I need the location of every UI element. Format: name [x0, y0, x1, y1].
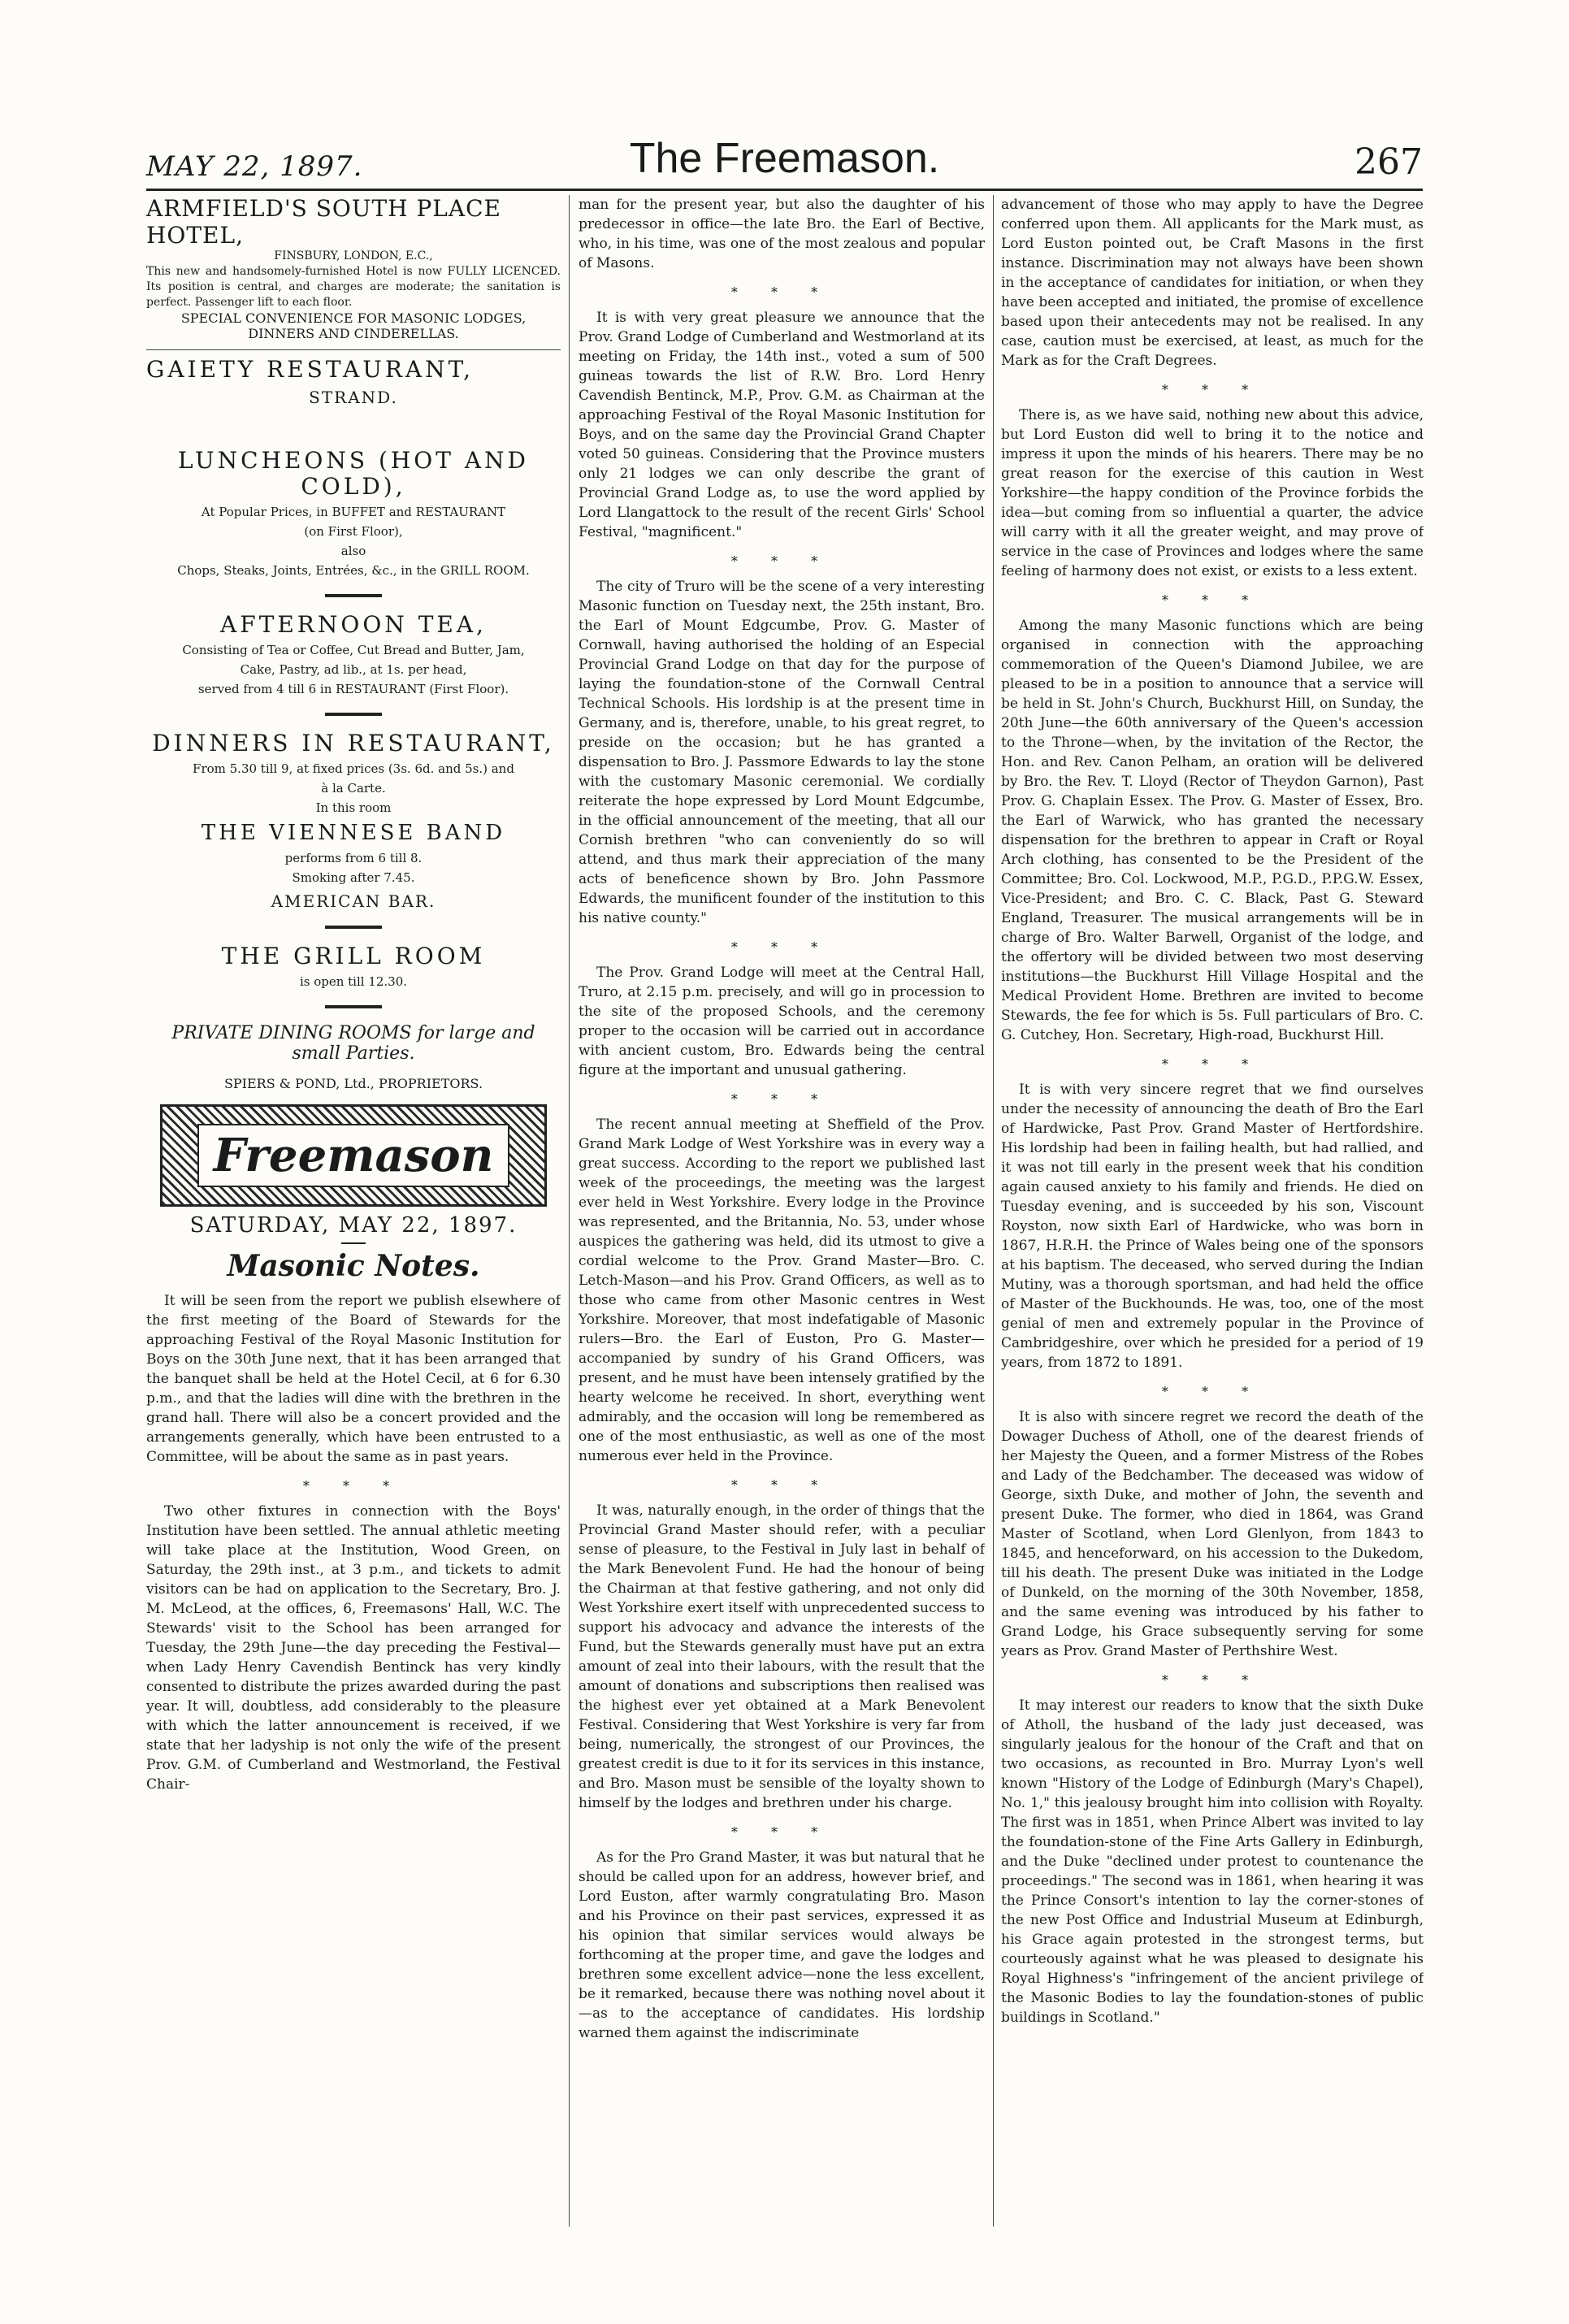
section-title: Masonic Notes. — [227, 1249, 480, 1283]
article-paragraph: The city of Truro will be the scene of a very interesting Masonic function on Tuesday next, the 25th instant, Bro. the Earl of Mount Edgcumbe, Prov. G. Master of Cornwall, having authorised the holding of an Especial Provincial Grand Lodge on that day for the purpose of laying the foundation-stone of the Cornwall Central Technical Schools. His lordship is at the present time in Germany, and is, therefore, unable, to his great regret, to preside on the occasion; but he has granted a dispensation to Bro. J. Passmore Edwards to lay the stone with the customary Masonic ceremonial. We cordially reiterate the hope expressed by Lord Mount Edgcumbe, in the official announcement of the meeting, that all our Cornish brethren "who can conveniently do so will attend, and thus mark their appreciation of the many acts of beneficence shown by Bro. John Passmore Edwards, the munificent founder of the institution to this his native county." — [579, 579, 985, 926]
separator-stars: * * * — [730, 939, 833, 955]
hotel-special: SPECIAL CONVENIENCE FOR MASONIC LODGES, DINNERS AND CINDERELLAS. — [180, 310, 527, 341]
band-heading: THE VIENNESE BAND — [201, 821, 506, 845]
article-paragraph: The Prov. Grand Lodge will meet at the Central Hall, Truro, at 2.15 p.m. precisely, and will go in procession to the site of the proposed Schools, and the ceremony proper to the occasion will be carried out in accordance with ancient custom, Bro. Edwards being the central figure at the important and unusual gathering. — [579, 965, 985, 1078]
article-paragraph: It is with very sincere regret that we find ourselves under the necessity of announcing the death of Bro the Earl of Hardwicke, Past Prov. Grand Master of Hertfordshire. His lordship had been in failing health, but had rallied, and it was not till early in the present week that his condition again caused anxiety to his family and friends. He died on Tuesday evening, and is succeeded by his son, Viscount Royston, now sixth Earl of Hardwicke, who was born in 1867, H.R.H. the Prince of Wales being one of the sponsors at his baptism. The deceased, who served during the Indian Mutiny, was a thorough sportsman, and had held the office of Master of the Buckhounds. He was, too, one of the most genial of men and extremely popular in the Province of Cambridgeshire, over which he presided for a period of 19 years, from 1872 to 1891. — [1001, 1082, 1424, 1371]
logo-text: Freemason — [197, 1124, 510, 1187]
separator-stars: * * * — [1161, 382, 1263, 397]
dateline-rule — [341, 1242, 366, 1244]
proprietors: SPIERS & POND, Ltd., PROPRIETORS. — [223, 1076, 483, 1091]
article-paragraph: As for the Pro Grand Master, it was but natural that he should be called upon for an address, however brief, and Lord Euston, after warmly congratulating Bro. Mason and his Province on their past services, expressed it as his opinion that similar services would always be forthcoming at the proper time, and gave the lodges and brethren some excellent advice—none the less excellent, be it remarked, because there was nothing novel about it—as to the acceptance of candidates. His lordship warned them against the indiscriminate — [579, 1849, 985, 2041]
hotel-address: FINSBURY, LONDON, E.C., — [274, 249, 433, 262]
article-paragraph: advancement of those who may apply to have the Degree conferred upon them. All applicants for the Mark must, as Lord Euston pointed out, be Craft Masons in the first instance. Discrimination may not always have been shown in the acceptance of candidates for initiation, or when they have been accepted and initiated, the promise of excellence based upon their antecedents may not be realised. In any case, caution must be exercised, at least, as much for the Mark as for the Craft Degrees. — [1001, 197, 1424, 369]
article-paragraph: Two other fixtures in connection with the Boys' Institution have been settled. The annual athletic meeting will take place at the Institution, Wood Green, on Saturday, the 29th inst., at 3 p.m., and tickets to admit visitors can be had on application to the Secretary, Bro. J. M. McLeod, at the offices, 6, Freemasons' Hall, W.C. The Stewards' visit to the School has been arranged for Tuesday, the 29th June—the day preceding the Festival—when Lady Henry Cavendish Bentinck has very kindly consented to distribute the prizes awarded during the past year. It will, doubtless, add considerably to the pleasure with which the latter announcement is received, if we state that her ladyship is not only the wife of the present Prov. G.M. of Cumberland and Westmorland, the Festival Chair- — [146, 1503, 561, 1793]
column-2 — [579, 195, 985, 2226]
article-paragraph: It is also with sincere regret we record the death of the Dowager Duchess of Atholl, one of the dearest friends of her Majesty the Queen, and a former Mistress of the Robes and Lady of the Bedchamber. The deceased was widow of George, sixth Duke, and mother of John, the seventh and present Duke. The former, who died in 1864, was Grand Master of Scotland, when Lord Glenlyon, from 1843 to 1845, and henceforward, on his accession to the Dukedom, till his death. The present Duke was initiated in the Lodge of Dunkeld, on the morning of the 30th November, 1858, and the same evening was introduced by his father to Grand Lodge, his Grace subsequently serving for some years as Prov. Grand Master of Perthshire West. — [1001, 1409, 1424, 1659]
hotel-title: ARMFIELD'S SOUTH PLACE HOTEL, — [146, 195, 501, 249]
separator-stars: * * * — [1161, 592, 1263, 608]
bar-heading: AMERICAN BAR. — [271, 891, 436, 911]
grill-heading: THE GRILL ROOM — [221, 943, 486, 969]
hotel-advertisement — [146, 195, 561, 341]
issue-date-header: MAY 22, 1897. — [146, 150, 363, 183]
article-paragraph: Among the many Masonic functions which are being organised in connection with the approaching commemoration of the Queen's Diamond Jubilee, we are pleased to be in a position to announce that a service will be held in St. John's Church, Buckhurst Hill, on Sunday, the 20th June—the 60th anniversary of the Queen's accession to the Throne—when, by the invitation of the Rector, the Hon. and Rev. Canon Pelham, an oration will be delivered by Bro. the Rev. T. Lloyd (Rector of Theydon Garnon), Past Prov. G. Chaplain Essex. The Prov. G. Master of Essex, Bro. the Earl of Warwick, who has granted the necessary dispensation for the brethren to appear in Craft or Royal Arch clothing, has consented to be the President of the Committee; Bro. Col. Lockwood, M.P., P.G.D., P.P.G.W. Essex, Vice-President; and Bro. C. C. Black, Past G. Steward England, Treasurer. The musical arrangements will be in charge of Bro. Walter Barwell, Organist of the lodge, and the offertory will be divided between two most deserving institutions—the Buckhurst Hill Village Hospital and the Medical Provident Home. Brethren are invited to become Stewards, the fee for which is 5s. Full particulars of Bro. C. G. Cutchey, Hon. Secretary, High-road, Buckhurst Hill. — [1001, 618, 1424, 1043]
band-line-1: performs from 6 till 8. — [284, 851, 423, 865]
separator-stars: * * * — [1161, 1672, 1263, 1688]
page-number: 267 — [1354, 141, 1423, 183]
article-paragraph: It may interest our readers to know that the sixth Duke of Atholl, the husband of the lady just deceased, was singularly jealous for the honour of the Craft and that on two occasions, as recounted in Bro. Murray Lyon's well known "History of the Lodge of Edinburgh (Mary's Chapel), No. 1," this jealousy brought him into collision with Royalty. The first was in 1851, when Prince Albert was invited to lay the foundation-stone of the Fine Arts Gallery in Edinburgh, and the Duke "declined under protest to countenance the proceedings." The second was in 1861, when hearing it was the Prince Consort's intention to lay the corner-stones of the new Post Office and Industrial Museum at Edinburgh, his Grace again protested in the strongest terms, but courteously against what he was pleased to designate his Royal Highness's "infringement of the ancient privilege of the Masonic Bodies to lay the foundation-stones of public buildings in Scotland." — [1001, 1697, 1424, 2026]
luncheons-line-4: Chops, Steaks, Joints, Entrées, &c., in the GRILL ROOM. — [177, 563, 530, 578]
hotel-description: This new and handsomely-furnished Hotel is now FULLY LICENCED. Its position is central, and charges are moderate; the sanitation is perfect. Passenger lift to each floor. — [146, 265, 561, 309]
column-3 — [1001, 195, 1424, 2226]
tea-line-2: Cake, Pastry, ad lib., at 1s. per head, — [240, 662, 467, 677]
tea-line-3: served from 4 till 6 in RESTAURANT (First Floor). — [197, 682, 509, 696]
private-dining: PRIVATE DINING ROOMS for large and small Parties. — [171, 1023, 535, 1064]
newspaper-title: The Freemason. — [629, 135, 940, 182]
article-paragraph: man for the present year, but also the daughter of his predecessor in office—the late Bro. the Earl of Bective, who, in his time, was one of the most zealous and popular of Masons. — [579, 197, 985, 271]
article-paragraph: There is, as we have said, nothing new about this advice, but Lord Euston did well to bring it to the notice and impress it upon the minds of his hearers. There may be no great reason for the exercise of this caution in West Yorkshire—the happy condition of the Province forbids the idea—but coming from so influential a quarter, the advice will carry with it all the greater weight, and may prove of service in the case of Provinces and lodges where the same feeling of harmony does not exist, or exists to a less extent. — [1001, 407, 1424, 579]
separator-stars: * * * — [730, 1091, 833, 1107]
luncheons-line-3: also — [340, 544, 366, 558]
ad-rule — [325, 594, 382, 597]
luncheons-heading: LUNCHEONS (HOT AND COLD), — [177, 447, 530, 500]
separator-stars: * * * — [730, 1824, 833, 1840]
column-divider-1 — [569, 195, 570, 2226]
ad-rule — [325, 1005, 382, 1008]
issue-dateline: SATURDAY, MAY 22, 1897. — [189, 1213, 518, 1238]
ad-divider — [146, 349, 561, 350]
article-paragraph: The recent annual meeting at Sheffield of the Prov. Grand Mark Lodge of West Yorkshire was in every way a great success. According to the report we published last week of the proceedings, the meeting was the largest ever held in West Yorkshire. Every lodge in the Province was represented, and the Britannia, No. 53, under whose auspices the gathering was held, did its utmost to give a cordial welcome to the Prov. Grand Master—Bro. C. Letch-Mason—and his Prov. Grand Officers, as well as to those who came from other Masonic centres in West Yorkshire. Moreover, that most indefatigable of Masonic rulers—Bro. the Earl of Euston, Pro G. Master—accompanied by sundry of his Grand Officers, was present, and he must have been intensely gratified by the hearty welcome he received. In short, everything went admirably, and the occasion will long be remembered as one of the most enthusiastic, as well as one of the most numerous ever held in the Province. — [579, 1116, 985, 1464]
masthead-rule — [146, 189, 1423, 191]
separator-stars: * * * — [302, 1478, 405, 1494]
separator-stars: * * * — [1161, 1056, 1263, 1072]
dinners-line-1: From 5.30 till 9, at fixed prices (3s. 6d. and 5s.) and — [193, 761, 514, 776]
tea-line-1: Consisting of Tea or Coffee, Cut Bread and Butter, Jam, — [182, 643, 525, 657]
separator-stars: * * * — [730, 284, 833, 300]
freemason-logo — [160, 1104, 547, 1207]
band-line-2: Smoking after 7.45. — [292, 870, 415, 885]
separator-stars: * * * — [730, 553, 833, 569]
tea-heading: AFTERNOON TEA, — [220, 611, 487, 638]
masthead — [146, 134, 1423, 183]
article-paragraph: It was, naturally enough, in the order of things that the Provincial Grand Master should refer, with a peculiar sense of pleasure, to the Festival in July last in behalf of the Mark Benevolent Fund. He had the honour of being the Chairman at that festive gathering, and not only did West Yorkshire exert itself with unprecedented success to support his advocacy and advance the interests of the Fund, but the Stewards generally must have put an extra amount of zeal into their labours, with the result that the amount of donations and subscriptions then realised was the highest ever yet obtained at a Mark Benevolent Festival. Considering that West Yorkshire is very far from being, numerically, the strongest of our Provinces, the greatest credit is due to it for its services in this instance, and Bro. Mason must be sensible of the loyalty shown to himself by the lodges and brethren under his charge. — [579, 1502, 985, 1811]
ad-rule — [325, 713, 382, 716]
dinners-heading: DINNERS IN RESTAURANT, — [152, 730, 555, 757]
dinners-line-2: à la Carte. — [321, 781, 386, 796]
gaiety-advertisement — [146, 357, 561, 1093]
luncheons-line-2: (on First Floor), — [304, 524, 403, 539]
luncheons-line-1: At Popular Prices, in BUFFET and RESTAURANT — [201, 505, 506, 519]
separator-stars: * * * — [1161, 1384, 1263, 1399]
gaiety-subtitle: STRAND. — [309, 388, 398, 407]
column-divider-2 — [993, 195, 994, 2226]
separator-stars: * * * — [730, 1477, 833, 1493]
column-1 — [146, 195, 561, 2226]
article-paragraph: It will be seen from the report we publish elsewhere of the first meeting of the Board of Stewards for the approaching Festival of the Royal Masonic Institution for Boys on the 30th June next, that it has been arranged that the banquet shall be held at the Hotel Cecil, at 6 for 6.30 p.m., and that the ladies will dine with the brethren in the grand hall. There will also be a concert provided and the arrangements generally, which have been entrusted to a Committee, will be about the same as in past years. — [146, 1293, 561, 1465]
dinners-line-3: In this room — [315, 800, 392, 815]
ad-rule — [325, 926, 382, 929]
gaiety-title: GAIETY RESTAURANT, — [146, 356, 475, 383]
article-paragraph: It is with very great pleasure we announce that the Prov. Grand Lodge of Cumberland and Westmorland at its meeting on Friday, the 14th inst., voted a sum of 500 guineas towards the list of R.W. Bro. Lord Henry Cavendish Bentinck, M.P., Prov. G.M. as Chairman at the approaching Festival of the Royal Masonic Institution for Boys, and on the same day the Provincial Grand Chapter voted 50 guineas. Considering that the Province musters only 21 lodges we can only describe the grant of Provincial Grand Lodge as, to use the word applied by Lord Llangattock to the result of the recent Girls' School Festival, "magnificent." — [579, 310, 985, 540]
grill-line-1: is open till 12.30. — [299, 974, 408, 989]
